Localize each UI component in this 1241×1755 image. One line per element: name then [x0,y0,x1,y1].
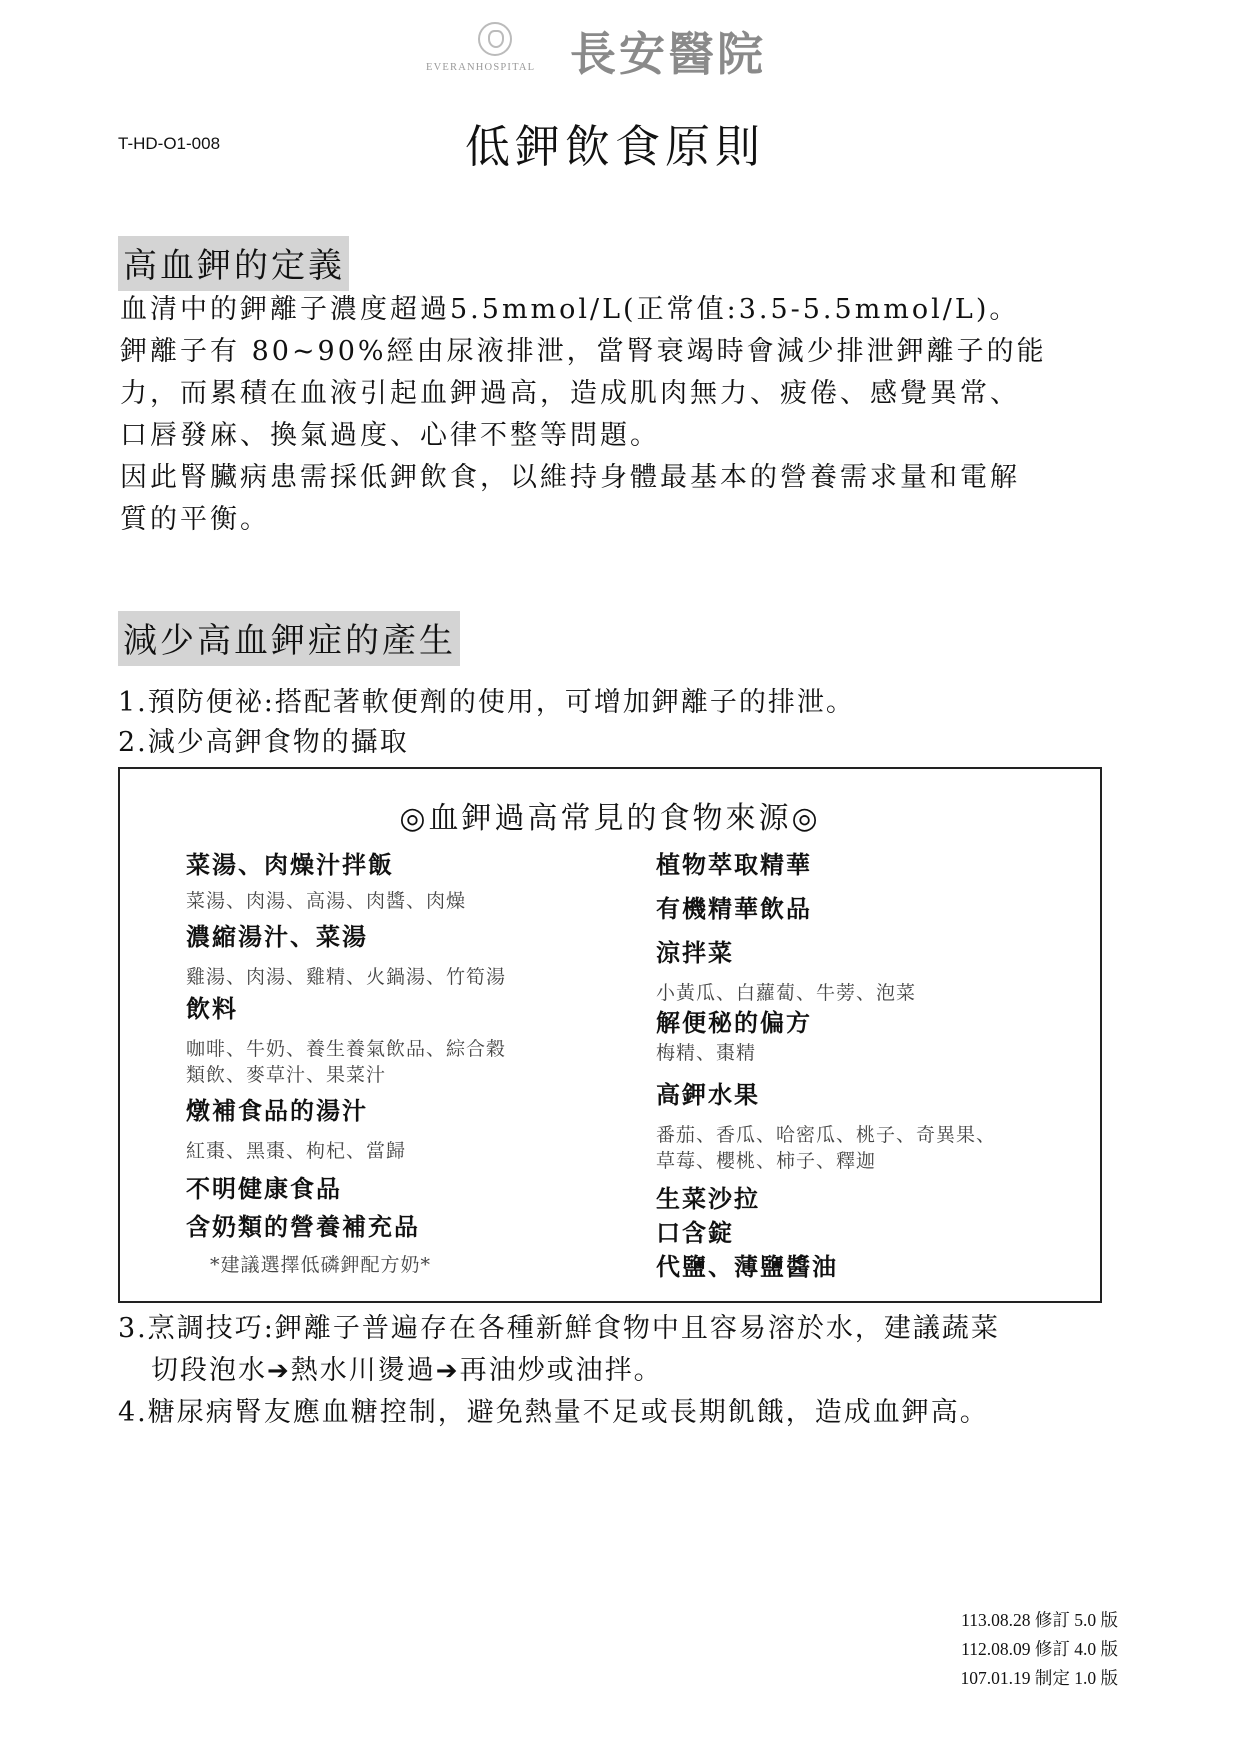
definition-line: 力，而累積在血液引起血鉀過高，造成肌肉無力、疲倦、感覺異常、 [120,378,1020,409]
definition-line: 鉀離子有 80~90%經由尿液排泄，當腎衰竭時會減少排泄鉀離子的能 [120,336,1047,367]
cooking-step: 切段泡水 [151,1355,267,1386]
page-title: 低鉀飲食原則 [465,120,766,173]
food-detail: 菜湯、肉湯、高湯、肉醬、肉燥 [186,890,467,912]
formula-milk-note: *建議選擇低磷鉀配方奶* [210,1254,432,1276]
cooking-step: 熱水川燙過 [290,1355,436,1386]
food-column-right [656,850,1076,1282]
section-heading-definition: 高血鉀的定義 [118,236,349,291]
right-arrow-icon: ➔ [267,1356,291,1386]
food-category: 解便秘的偏方 [656,1008,812,1037]
food-category: 含奶類的營養補充品 [186,1212,420,1241]
food-category: 濃縮湯汁、菜湯 [186,922,368,951]
section-heading-prevention: 減少高血鉀症的產生 [118,611,460,666]
food-category: 不明健康食品 [186,1174,342,1203]
document-code: T-HD-O1-008 [118,134,221,153]
prevention-item-1: 1.預防便祕:搭配著軟便劑的使用，可增加鉀離子的排泄。 [118,687,855,718]
food-category: 植物萃取精華 [656,850,812,879]
food-detail: 梅精、棗精 [656,1042,757,1064]
food-detail: 類飲、麥草汁、果菜汁 [186,1064,387,1086]
food-detail: 紅棗、黑棗、枸杞、當歸 [186,1140,407,1162]
definition-line: 口唇發麻、換氣過度、心律不整等問題。 [120,420,660,451]
definition-line: 因此腎臟病患需採低鉀飲食，以維持身體最基本的營養需求量和電解 [120,462,1020,493]
prevention-item-2: 2.減少高鉀食物的攝取 [118,727,409,758]
food-category: 生菜沙拉 [656,1184,760,1213]
food-category: 涼拌菜 [656,938,734,967]
food-category: 口含錠 [656,1218,734,1247]
prevention-item-4: 4.糖尿病腎友應血糖控制，避免熱量不足或長期飢餓，造成血鉀高。 [118,1397,989,1428]
food-detail: 番茄、香瓜、哈密瓜、桃子、奇異果、 [656,1124,997,1146]
logo-english-name: EVERANHOSPITAL [426,62,536,73]
food-category: 菜湯、肉燥汁拌飯 [186,850,394,879]
food-category: 飲料 [186,994,238,1023]
food-detail: 小黃瓜、白蘿蔔、牛蒡、泡菜 [656,982,917,1004]
food-column-left [186,850,606,1277]
food-detail: 草莓、櫻桃、柿子、釋迦 [656,1150,877,1172]
hospital-logo-icon [478,22,512,56]
food-category: 有機精華飲品 [656,894,812,923]
cooking-steps [118,1350,1158,1392]
prevention-list-top [118,683,1158,763]
revision-entry: 107.01.19 制定 1.0 版 [960,1668,1118,1688]
definition-line: 血清中的鉀離子濃度超過5.5mmol/L(正常值:3.5-5.5mmol/L)。 [120,294,1020,325]
prevention-list-bottom [118,1308,1158,1434]
prevention-item-3: 3.烹調技巧:鉀離子普遍存在各種新鮮食物中且容易溶於水，建議蔬菜 [118,1313,1000,1344]
food-detail: 雞湯、肉湯、雞精、火鍋湯、竹筍湯 [186,966,507,988]
right-arrow-icon: ➔ [435,1356,460,1386]
logo-chinese-name: 長安醫院 [570,27,766,81]
definition-paragraph [120,289,1140,541]
food-table-title: ◎血鉀過高常見的食物來源◎ [399,801,821,836]
high-potassium-food-table [118,767,1102,1303]
food-detail: 咖啡、牛奶、養生養氣飲品、綜合穀 [186,1038,507,1060]
definition-line: 質的平衡。 [120,504,270,535]
cooking-step: 再油炒或油拌。 [459,1355,663,1386]
revision-entry: 113.08.28 修訂 5.0 版 [961,1610,1118,1630]
food-category: 代鹽、薄鹽醬油 [656,1252,838,1281]
food-category: 高鉀水果 [656,1080,760,1109]
revision-entry: 112.08.09 修訂 4.0 版 [961,1639,1118,1659]
food-category: 燉補食品的湯汁 [186,1096,368,1125]
